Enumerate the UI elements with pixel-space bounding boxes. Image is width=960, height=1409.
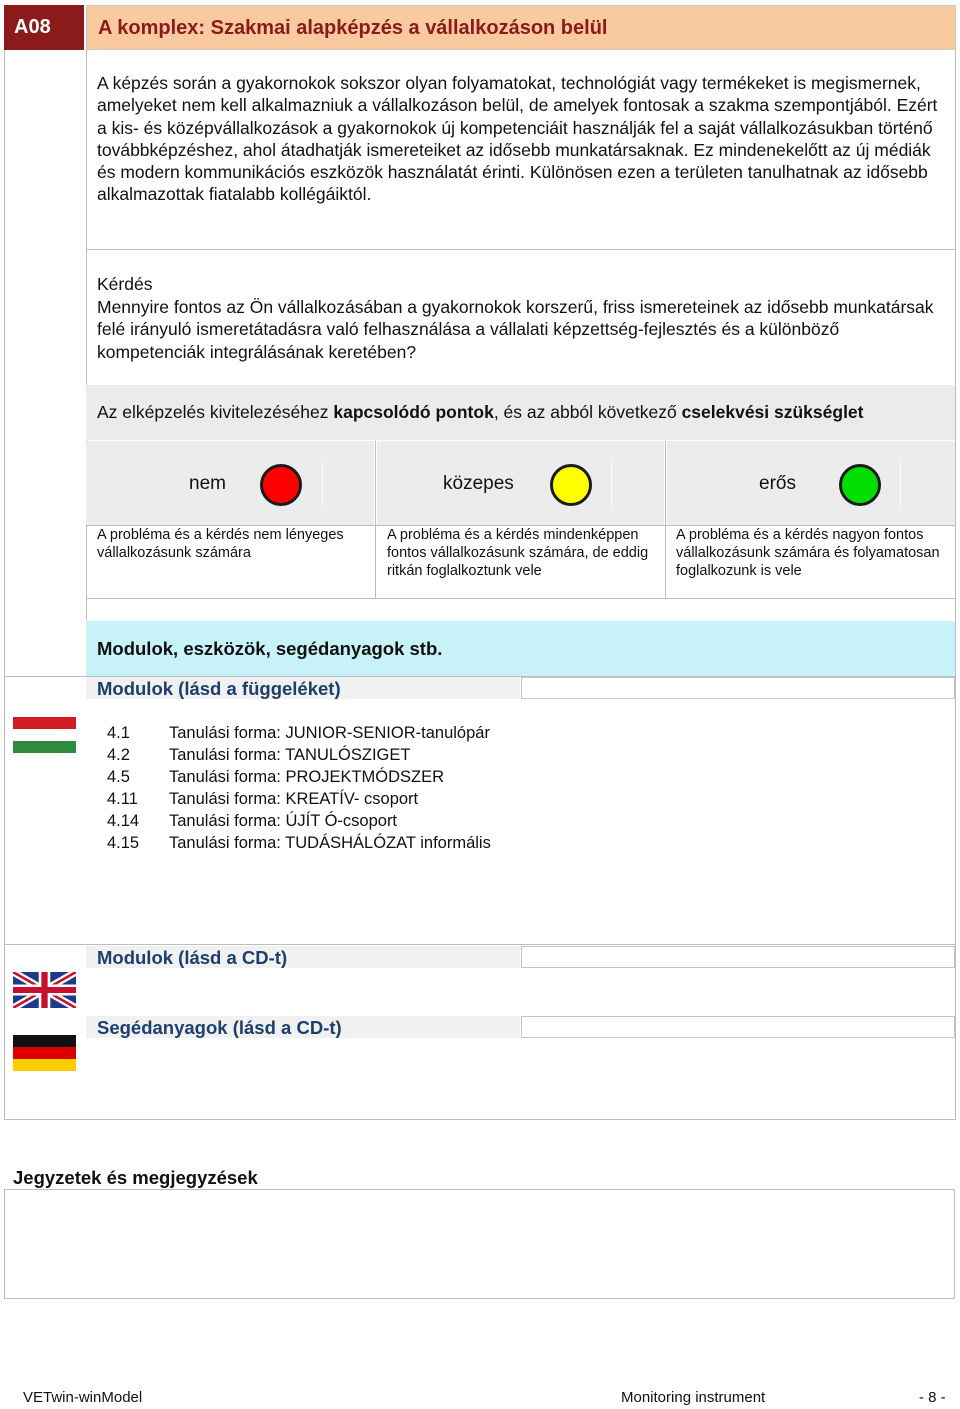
module-number: 4.11 (107, 790, 138, 808)
yellow-light-icon[interactable] (550, 464, 592, 506)
footer-center: Monitoring instrument (621, 1389, 766, 1406)
section-bar (521, 1016, 955, 1038)
inner-border (86, 50, 87, 620)
rating-desc-low: A probléma és a kérdés nem lényeges vállalkozásunk számára (97, 527, 344, 561)
module-item: Tanulási forma: TANULÓSZIGET (169, 746, 411, 764)
rating-label-medium: közepes (443, 473, 514, 494)
module-item: Tanulási forma: ÚJÍT Ó-csoport (169, 812, 398, 830)
cd-modules-title: Modulok (lásd a CD-t) (97, 947, 288, 968)
section-bar (521, 677, 955, 699)
cd-materials-title: Segédanyagok (lásd a CD-t) (97, 1017, 342, 1038)
divider (4, 944, 955, 945)
rating-label-low: nem (189, 473, 226, 494)
green-light-icon[interactable] (839, 464, 881, 506)
rating-label-high: erős (759, 473, 796, 494)
rating-desc-high: A probléma és a kérdés nagyon fontos vállalkozásunk számára és folyamatosan foglalkozunk is vele (676, 527, 940, 579)
rating-cell-high (667, 441, 955, 525)
hungary-flag-icon (13, 717, 76, 753)
left-border (4, 50, 5, 1120)
module-number: 4.5 (107, 768, 130, 786)
right-border (955, 50, 956, 1120)
rating-desc-medium: A probléma és a kérdés mindenképpen fontos vállalkozásunk számára, de eddig ritkán foglalkoztunk vele (387, 527, 649, 579)
section-bar (521, 946, 955, 968)
rating-cell-low (86, 441, 374, 525)
modules-header: Modulok, eszközök, segédanyagok stb. (97, 638, 443, 659)
germany-flag-icon (13, 1035, 76, 1071)
module-number: 4.15 (107, 834, 140, 852)
notes-title: Jegyzetek és megjegyzések (13, 1167, 258, 1188)
divider (4, 1119, 956, 1120)
red-light-icon[interactable] (260, 464, 302, 506)
divider (86, 249, 955, 250)
uk-flag-icon (13, 972, 76, 1008)
notes-area[interactable] (4, 1189, 955, 1299)
module-item: Tanulási forma: JUNIOR-SENIOR-tanulópár (169, 724, 490, 742)
rating-cell-medium (377, 441, 664, 525)
module-number: 4.1 (107, 724, 130, 742)
page-title: A komplex: Szakmai alapképzés a vállalkozáson belül (86, 5, 956, 50)
module-number: 4.2 (107, 746, 130, 764)
module-item: Tanulási forma: KREATÍV- csoport (169, 790, 419, 808)
section-code: A08 (4, 5, 84, 50)
footer-left: VETwin-winModel (23, 1389, 143, 1406)
context-text: Az elképzelés kivitelezéséhez kapcsolódó pontok, és az abból következő cselekvési szükséglet (97, 402, 864, 422)
question-text: Mennyire fontos az Ön vállalkozásában a gyakornokok korszerű, friss ismereteinek az idősebb munkatársak felé irányuló ismeretátadásra való felhasználása a vállalati képzettség-fejlesztés és a különböző kompetenciák integrálásának keretében? (97, 297, 934, 362)
appendix-modules-title: Modulok (lásd a függeléket) (97, 678, 341, 699)
module-item: Tanulási forma: PROJEKTMÓDSZER (169, 768, 445, 786)
module-item: Tanulási forma: TUDÁSHÁLÓZAT informális (169, 834, 491, 852)
intro-text: A képzés során a gyakornokok sokszor olyan folyamatokat, technológiát vagy termékeket is megismernek, amelyeket nem kell alkalmazniuk a vállalkozáson belül, de amelyek fontosak a szakma szempontjából. Ezért a kis- és középvállalkozások a gyakornokok új kompetenciáit használják fel a saját vállalkozásukban történő továbbképzéshez, ahol átadhatják ismereteiket az idősebb munkatársaknak. Ez mindenekelőtt az új médiák és modern kommunikációs eszközök használatát érinti. Különösen ezen a területen tanulhatnak az idősebb alkalmazottak fiatalabb kollégáiktól. (97, 73, 938, 205)
module-number: 4.14 (107, 812, 140, 830)
page-number: - 8 - (919, 1389, 946, 1406)
question-label: Kérdés (97, 274, 153, 294)
